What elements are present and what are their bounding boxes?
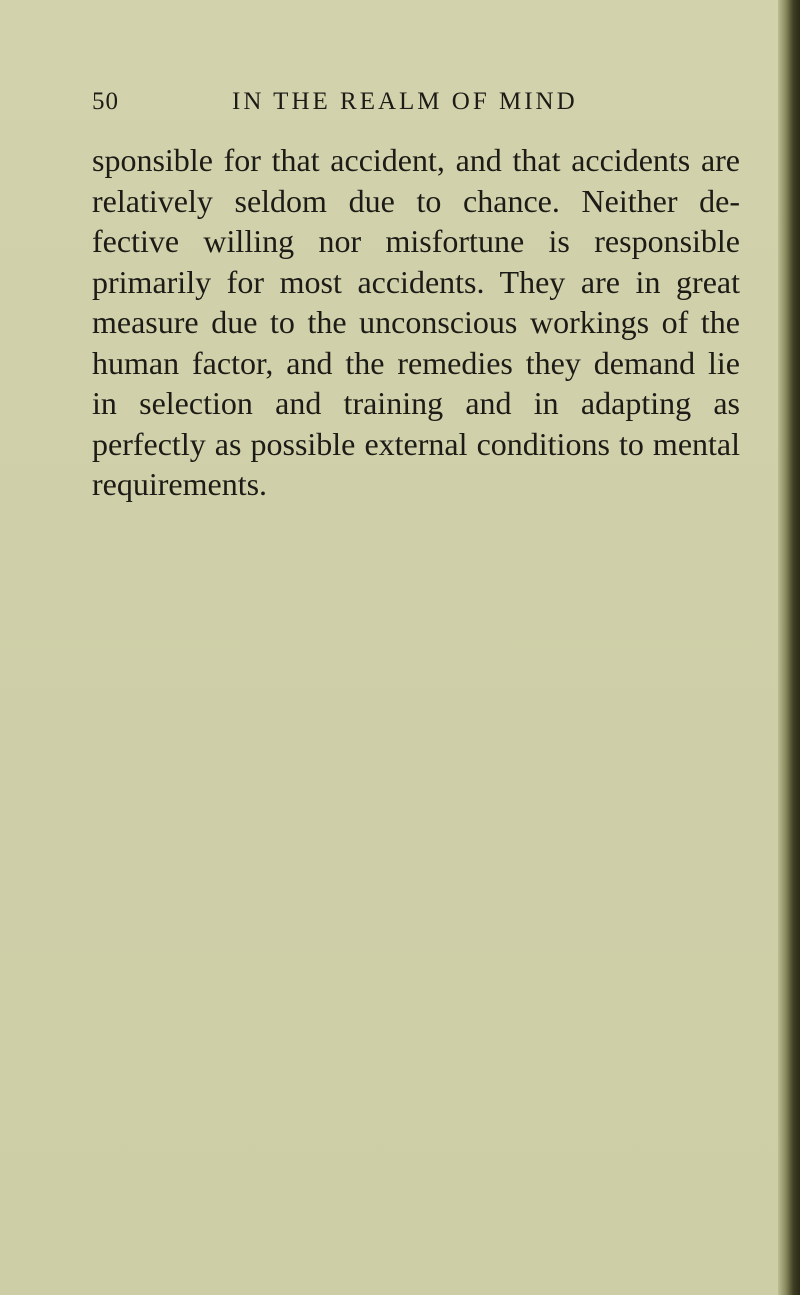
text-line: human factor, and the remedies they demand lie: [92, 344, 740, 381]
text-line: in selection and training and in adapting as: [92, 385, 740, 421]
text-line: primarily for most accidents. They are in great: [92, 263, 740, 300]
text-line: relatively seldom due to chance. Neither de-: [92, 182, 740, 219]
page-edge-shadow: [778, 0, 800, 1295]
text-line: requirements.: [92, 466, 268, 502]
text-line: measure due to the unconscious workings of the: [92, 304, 740, 340]
body-paragraph: [92, 140, 740, 505]
text-line: fective willing nor misfortune is responsible: [92, 223, 740, 259]
text-line: perfectly as possible external conditions to mental: [92, 425, 740, 462]
running-head: [92, 88, 732, 122]
text-line: sponsible for that accident, and that accidents are: [92, 142, 740, 178]
page-number: 50: [92, 88, 119, 115]
running-title: IN THE REALM OF MIND: [232, 88, 578, 115]
